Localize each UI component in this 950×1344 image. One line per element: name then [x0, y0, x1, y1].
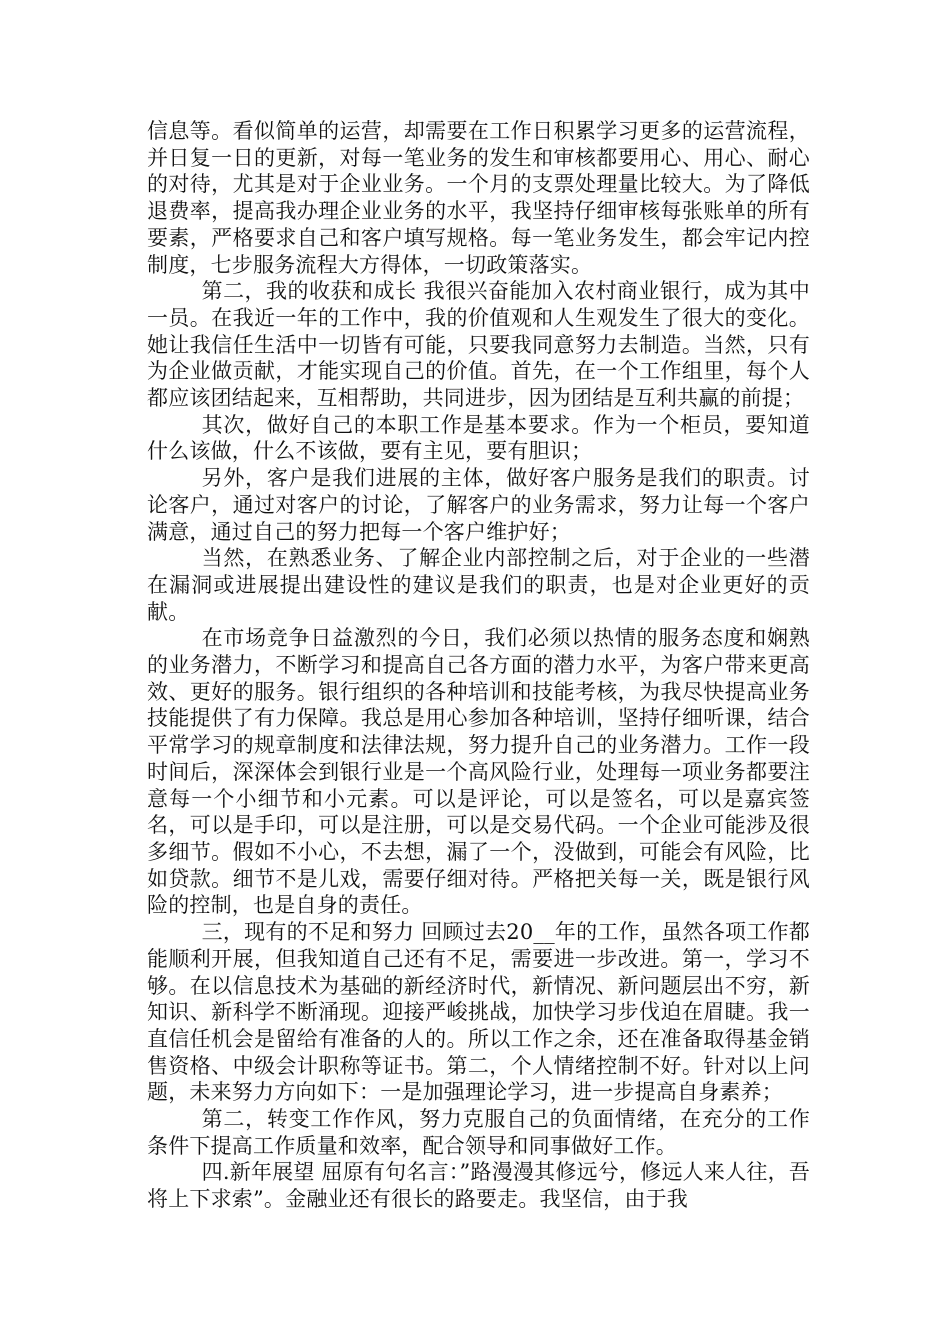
document-page: [147, 118, 810, 1213]
paragraph-5: 当然，在熟悉业务、了解企业内部控制之后，对于企业的一些潜在漏洞或进展提出建设性的建议是我们的职责，也是对企业更好的贡献。: [147, 546, 810, 624]
paragraph-1: 信息等。看似简单的运营，却需要在工作日积累学习更多的运营流程，并日复一日的更新，对每一笔业务的发生和审核都要用心、用心、耐心的对待，尤其是对于企业业务。一个月的支票处理量比较大。为了降低退费率，提高我办理企业业务的水平，我坚持仔细审核每张账单的所有要素，严格要求自己和客户填写规格。每一笔业务发生，都会牢记内控制度，七步服务流程大方得体，一切政策落实。: [147, 119, 810, 277]
paragraph-3: 其次，做好自己的本职工作是基本要求。作为一个柜员，要知道什么该做，什么不该做，要有主见，要有胆识；: [147, 412, 810, 464]
paragraph-4: 另外，客户是我们进展的主体，做好客户服务是我们的职责。讨论客户，通过对客户的讨论，了解客户的业务需求，努力让每一个客户满意，通过自己的努力把每一个客户维护好；: [147, 466, 810, 544]
paragraph-7: 三，现有的不足和努力 回顾过去20__年的工作，虽然各项工作都能顺利开展，但我知道自己还有不足，需要进一步改进。第一，学习不够。在以信息技术为基础的新经济时代，新情况、新问题层出不穷，新知识、新科学不断涌现。迎接严峻挑战，加快学习步伐迫在眉睫。我一直信任机会是留给有准备的人的。所以工作之余，还在准备取得基金销售资格、中级会计职称等证书。第二，个人情绪控制不好。针对以上问题，未来努力方向如下：一是加强理论学习，进一步提高自身素养；: [147, 920, 810, 1105]
paragraph-9: 四.新年展望 屈原有句名言：”路漫漫其修远兮，修远人来人往，吾将上下求索”。金融业还有很长的路要走。我坚信，由于我: [147, 1160, 810, 1212]
paragraph-2: 第二，我的收获和成长 我很兴奋能加入农村商业银行，成为其中一员。在我近一年的工作中，我的价值观和人生观发生了很大的变化。她让我信任生活中一切皆有可能，只要我同意努力去制造。当然，只有为企业做贡献，才能实现自己的价值。首先，在一个工作组里，每个人都应该团结起来，互相帮助，共同进步，因为团结是互利共赢的前提；: [147, 279, 810, 411]
paragraph-6: 在市场竞争日益激烈的今日，我们必须以热情的服务态度和娴熟的业务潜力，不断学习和提高自己各方面的潜力水平，为客户带来更高效、更好的服务。银行组织的各种培训和技能考核，为我尽快提高业务技能提供了有力保障。我总是用心参加各种培训，坚持仔细听课，结合平常学习的规章制度和法律法规，努力提升自己的业务潜力。工作一段时间后，深深体会到银行业是一个高风险行业，处理每一项业务都要注意每一个小细节和小元素。可以是评论，可以是签名，可以是嘉宾签名，可以是手印，可以是注册，可以是交易代码。一个企业可能涉及很多细节。假如不小心，不去想，漏了一个，没做到，可能会有风险，比如贷款。细节不是儿戏，需要仔细对待。严格把关每一关，既是银行风险的控制，也是自身的责任。: [147, 626, 810, 918]
paragraph-8: 第二，转变工作作风，努力克服自己的负面情绪，在充分的工作条件下提高工作质量和效率，配合领导和同事做好工作。: [147, 1107, 810, 1158]
